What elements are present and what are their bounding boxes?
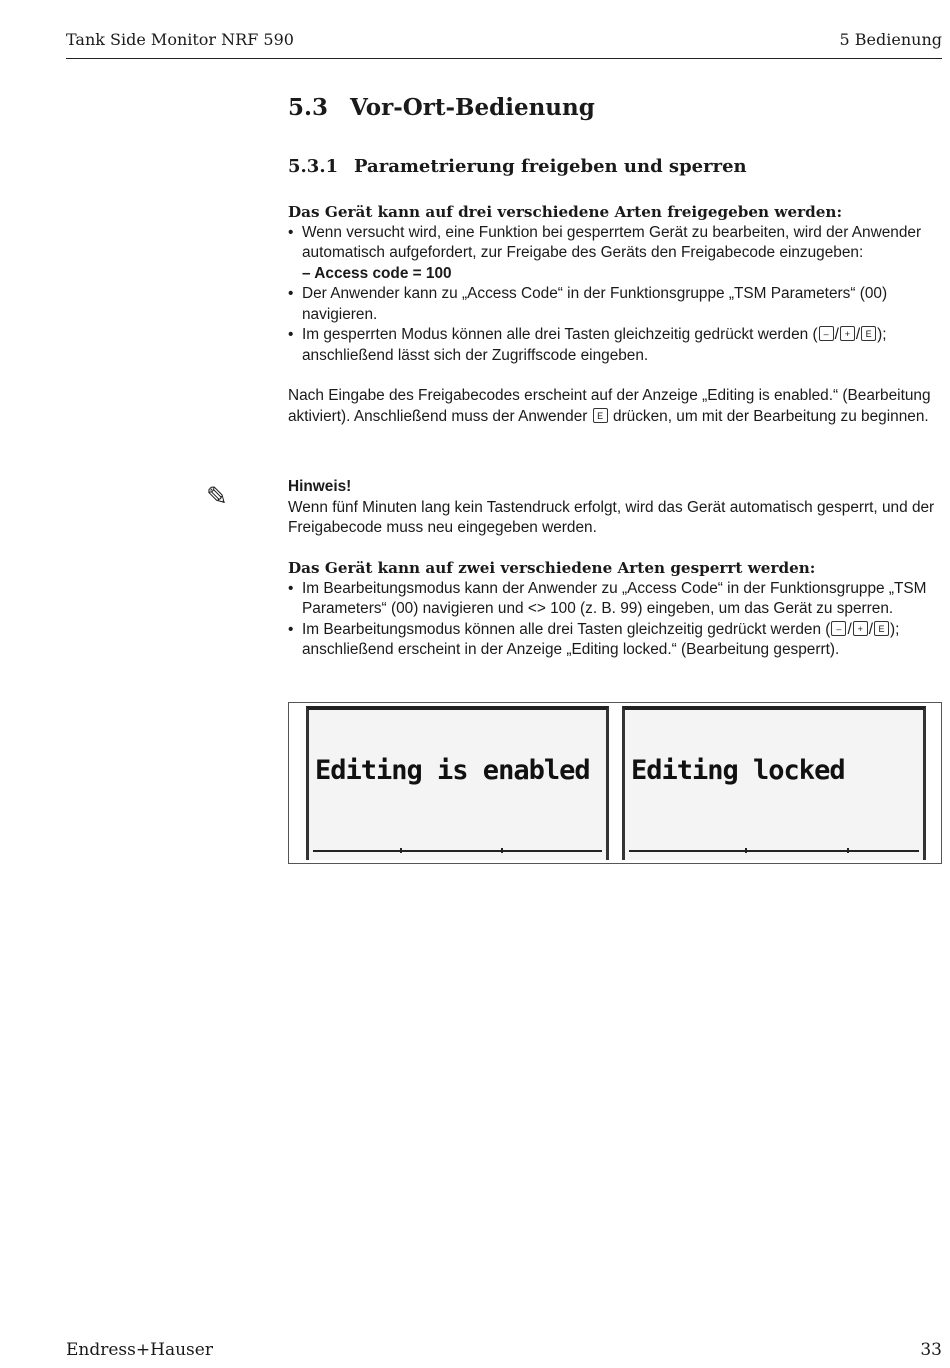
note-block bbox=[288, 477, 943, 539]
lock-bullet-2-start: Im Bearbeitungsmodus können alle drei Tasten gleichzeitig gedrückt werden ( bbox=[302, 620, 831, 638]
lock-block bbox=[288, 558, 943, 661]
unlock-bullet-3-end: ); anschließend lässt sich der Zugriffscode eingeben. bbox=[302, 326, 887, 364]
enter-key-icon: E bbox=[593, 408, 608, 423]
note-text: Wenn fünf Minuten lang kein Tastendruck erfolgt, wird das Gerät automatisch gesperrt, und der Freigabecode muss neu eingegeben werden. bbox=[288, 498, 935, 536]
display-locked bbox=[622, 706, 926, 860]
unlock-paragraph-start: Nach Eingabe des Freigabecodes erscheint auf der Anzeige „Editing is enabled.“ (Bearbeitung aktiviert). Anschließend muss der Anwender bbox=[288, 387, 931, 425]
plus-key-icon: + bbox=[840, 326, 855, 341]
display-enabled bbox=[306, 706, 609, 860]
note-title: Hinweis! bbox=[288, 478, 352, 495]
unlock-heading: Das Gerät kann auf drei verschiedene Arten freigegeben werden: bbox=[288, 203, 843, 221]
plus-key-icon: + bbox=[853, 621, 868, 636]
subsection-heading bbox=[288, 156, 747, 177]
footer-brand: Endress+Hauser bbox=[66, 1340, 213, 1360]
lock-bullet-2-end: ); anschließend erscheint in der Anzeige „Editing locked.“ (Bearbeitung gesperrt). bbox=[302, 620, 900, 658]
display-locked-text: Editing locked bbox=[631, 755, 845, 786]
subsection-number: 5.3.1 bbox=[288, 156, 339, 177]
running-header-title: Tank Side Monitor NRF 590 bbox=[66, 30, 294, 49]
lock-list bbox=[288, 579, 943, 661]
key-separator: / bbox=[847, 620, 852, 638]
unlock-paragraph-end: drücken, um mit der Bearbeitung zu beginnen. bbox=[608, 407, 929, 425]
header-rule bbox=[66, 58, 942, 59]
enter-key-icon: E bbox=[874, 621, 889, 636]
section-heading bbox=[288, 94, 595, 121]
list-item: • Im Bearbeitungsmodus kann der Anwender zu „Access Code“ in der Funktionsgruppe „TSM Parameters“ (00) navigieren und <> 100 (z. B. 99) eingeben, um das Gerät zu sperren. bbox=[288, 579, 943, 620]
unlock-block bbox=[288, 202, 943, 427]
section-number: 5.3 bbox=[288, 94, 329, 121]
subsection-title: Parametrierung freigeben und sperren bbox=[354, 156, 747, 177]
pencil-note-icon: ✎ bbox=[206, 481, 228, 511]
unlock-paragraph bbox=[288, 386, 943, 427]
key-separator: / bbox=[834, 326, 839, 343]
section-title: Vor-Ort-Bedienung bbox=[350, 94, 595, 121]
display-photos bbox=[288, 702, 942, 864]
access-code-line: – Access code = 100 bbox=[302, 264, 452, 282]
key-separator: / bbox=[868, 620, 873, 638]
unlock-bullet-3-start: Im gesperrten Modus können alle drei Tasten gleichzeitig gedrückt werden ( bbox=[302, 326, 818, 343]
unlock-list bbox=[288, 223, 943, 367]
minus-key-icon: – bbox=[819, 326, 834, 341]
list-item bbox=[288, 620, 943, 661]
display-scale bbox=[313, 850, 602, 852]
enter-key-icon: E bbox=[861, 326, 876, 341]
unlock-bullet-1: Wenn versucht wird, eine Funktion bei gesperrtem Gerät zu bearbeiten, wird der Anwender automatisch aufgefordert, zur Freigabe des Geräts den Freigabecode einzugeben: bbox=[302, 223, 922, 261]
key-separator: / bbox=[855, 326, 861, 343]
running-header-chapter: 5 Bedienung bbox=[839, 30, 942, 49]
page-number: 33 bbox=[920, 1340, 942, 1360]
display-scale bbox=[629, 850, 919, 852]
lock-heading: Das Gerät kann auf zwei verschiedene Arten gesperrt werden: bbox=[288, 559, 816, 577]
list-item bbox=[288, 325, 943, 366]
list-item: • Der Anwender kann zu „Access Code“ in der Funktionsgruppe „TSM Parameters“ (00) navigieren. bbox=[288, 284, 943, 325]
list-item bbox=[288, 223, 943, 285]
display-enabled-text: Editing is enabled bbox=[315, 755, 590, 786]
minus-key-icon: – bbox=[831, 621, 846, 636]
